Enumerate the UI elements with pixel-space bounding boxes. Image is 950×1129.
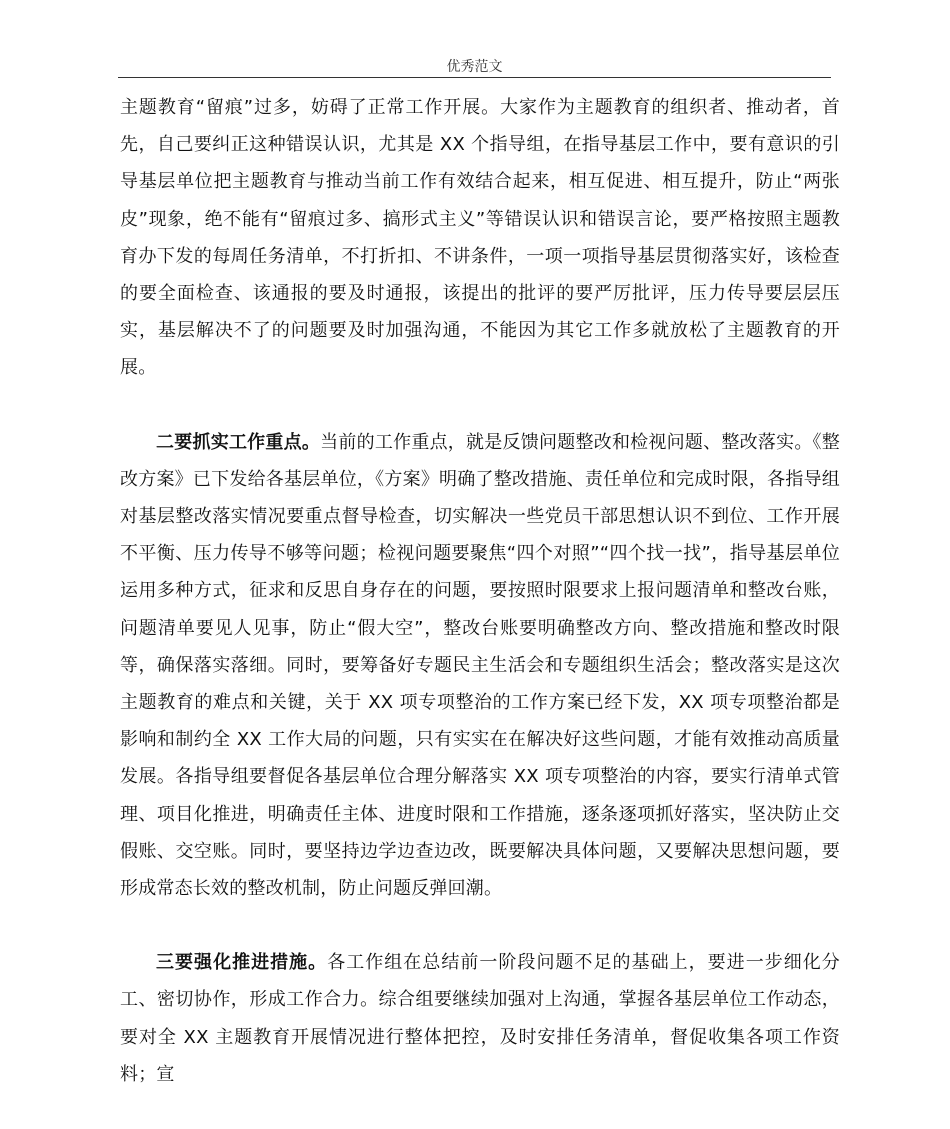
paragraph-text: 主题教育“留痕”过多，妨碍了正常工作开展。大家作为主题教育的组织者、推动者，首先，自己要纠正这种错误认识，尤其是 XX 个指导组，在指导基层工作中，要有意识的引导基层单位把主题教育与推动当前工作有效结合起来，相互促进、相互提升，防止“两张皮”现象，绝不能有“留痕过多、搞形式主义”等错误认识和错误言论，要严格按照主题教育办下发的每周任务清单，不打折扣、不讲条件，一项一项指导基层贯彻落实好，该检查的要全面检查、该通报的要及时通报，该提出的批评的要严厉批评，压力传导要层层压实，基层解决不了的问题要及时加强沟通，不能因为其它工作多就放松了主题教育的开展。 bbox=[120, 97, 840, 379]
paragraph-work-focus bbox=[120, 424, 840, 908]
paragraph-heading: 三要强化推进措施。 bbox=[156, 952, 328, 974]
page-header-title: 优秀范文 bbox=[446, 59, 503, 75]
paragraph-continuation bbox=[120, 89, 840, 387]
paragraph-heading: 二要抓实工作重点。 bbox=[156, 431, 321, 453]
header-divider bbox=[118, 77, 831, 78]
paragraph-text: 各工作组在总结前一阶段问题不足的基础上，要进一步细化分工、密切协作，形成工作合力。综合组要继续加强对上沟通，掌握各基层单位工作动态，要对全 XX 主题教育开展情况进行整体把控，及时安排任务清单，督促收集各项工作资料；宣 bbox=[120, 952, 840, 1085]
document-body bbox=[120, 89, 840, 1093]
paragraph-text: 当前的工作重点，就是反馈问题整改和检视问题、整改落实。《整改方案》已下发给各基层单位，《方案》明确了整改措施、责任单位和完成时限，各指导组对基层整改落实情况要重点督导检查，切实解决一些党员干部思想认识不到位、工作开展不平衡、压力传导不够等问题；检视问题要聚焦“四个对照”“四个找一找”，指导基层单位运用多种方式，征求和反思自身存在的问题，要按照时限要求上报问题清单和整改台账，问题清单要见人见事，防止“假大空”，整改台账要明确整改方向、整改措施和整改时限等，确保落实落细。同时，要筹备好专题民主生活会和专题组织生活会；整改落实是这次主题教育的难点和关键，关于 XX 项专项整治的工作方案已经下发，XX 项专项整治都是影响和制约全 XX 工作大局的问题，只有实实在在解决好这些问题，才能有效推动高质量发展。各指导组要督促各基层单位合理分解落实 XX 项专项整治的内容，要实行清单式管理、项目化推进，明确责任主体、进度时限和工作措施，逐条逐项抓好落实，坚决防止交假账、交空账。同时，要坚持边学边查边改，既要解决具体问题，又要解决思想问题，要形成常态长效的整改机制，防止问题反弹回潮。 bbox=[120, 431, 840, 900]
paragraph-measures bbox=[120, 944, 840, 1093]
